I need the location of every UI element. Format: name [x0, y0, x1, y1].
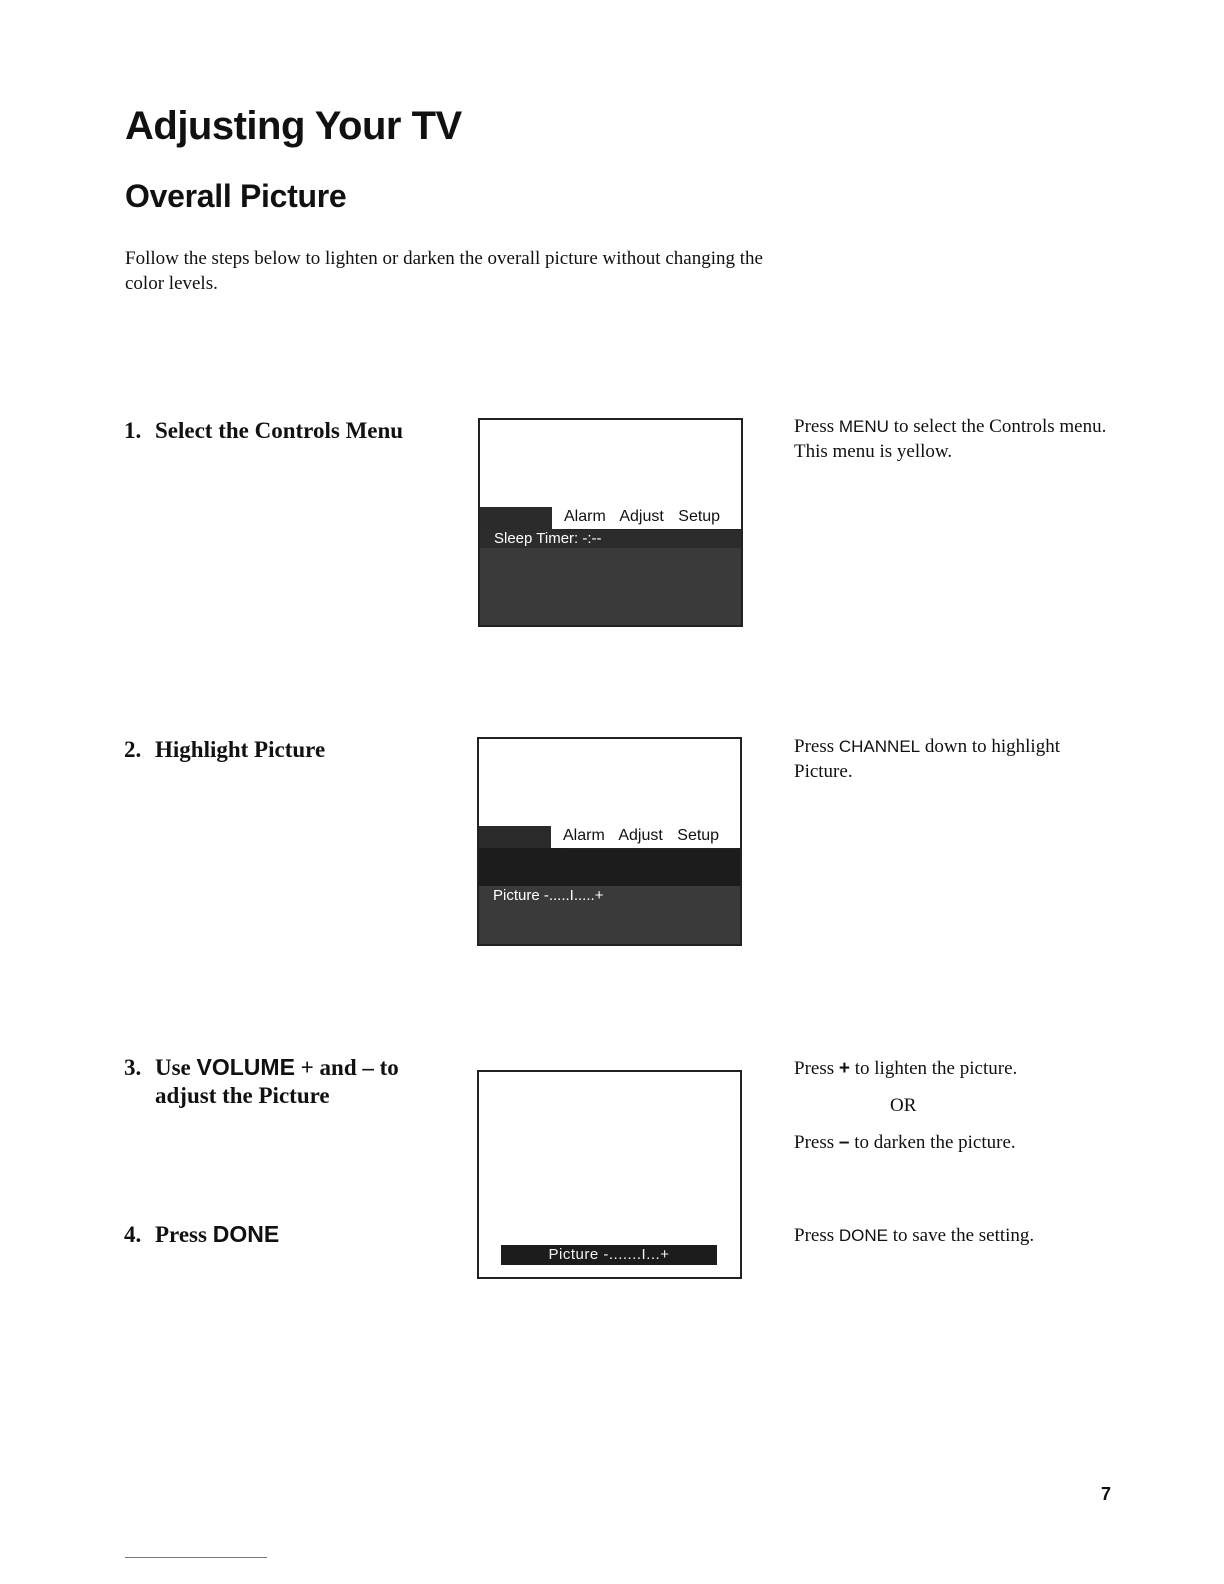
step-2-description: Press CHANNEL down to highlight Picture. [794, 736, 1060, 782]
step-2-number: 2. [124, 737, 142, 762]
footer-rule [125, 1557, 267, 1558]
step-2-heading [124, 736, 325, 764]
section-title: Overall Picture [125, 178, 347, 214]
menu-tab-adjust: Adjust [619, 508, 664, 525]
menu-tab-alarm: Alarm [563, 827, 605, 844]
step-1-heading [124, 417, 403, 445]
minus-symbol: – [838, 1132, 850, 1153]
tv-screen-controls-menu [478, 418, 743, 627]
darken-instruction: Press – to darken the picture. [794, 1132, 1016, 1153]
menu-tab-setup: Setup [677, 827, 720, 844]
plus-symbol: + [838, 1058, 850, 1079]
step-4-number: 4. [124, 1222, 142, 1247]
menu-item-sleep-timer: Sleep Timer: -:-- [480, 529, 741, 548]
step-3-description [794, 1056, 1114, 1155]
picture-slider-bar: Picture -.......I...+ [501, 1245, 717, 1265]
step-4-heading: 4. Press DONE [124, 1221, 280, 1247]
step-3-number: 3. [124, 1055, 142, 1080]
menu-items-obscured-above [479, 848, 740, 886]
menu-items-obscured-below [479, 905, 740, 944]
menu-tab-adjust: Adjust [618, 827, 663, 844]
menu-tab-controls [480, 507, 552, 529]
or-separator: OR [890, 1095, 917, 1116]
key-done: DONE [212, 1221, 280, 1247]
menu-tab-bar [479, 826, 740, 848]
controls-menu [479, 826, 740, 944]
tv-screen-highlight-picture [477, 737, 742, 946]
menu-item-picture-highlighted: Picture -.....I.....+ [479, 886, 740, 905]
menu-tab-setup: Setup [678, 508, 721, 525]
page-title: Adjusting Your TV [125, 104, 462, 148]
lighten-instruction: Press + to lighten the picture. [794, 1058, 1018, 1079]
menu-items-obscured [480, 548, 741, 625]
menu-tab-controls [479, 826, 551, 848]
tv-screen-picture-slider [477, 1070, 742, 1279]
intro-paragraph: Follow the steps below to lighten or darken the overall picture without changing the color levels. [125, 248, 763, 294]
menu-tab-alarm: Alarm [564, 508, 606, 525]
page-number: 7 [1101, 1484, 1112, 1504]
key-channel: CHANNEL [838, 737, 921, 756]
menu-tab-bar [480, 507, 741, 529]
key-done-label: DONE [838, 1226, 888, 1245]
step-4-description: Press DONE to save the setting. [794, 1225, 1035, 1246]
key-volume: VOLUME [196, 1054, 295, 1080]
step-3-heading: 3. Use VOLUME + and – to adjust the Picture [124, 1054, 399, 1108]
controls-menu [480, 507, 741, 625]
step-1-number: 1. [124, 418, 142, 443]
key-menu: MENU [838, 417, 889, 436]
step-2-title: Highlight Picture [155, 737, 326, 762]
step-1-title: Select the Controls Menu [155, 418, 404, 443]
step-1-description: Press MENU to select the Controls menu. This menu is yellow. [794, 416, 1107, 462]
